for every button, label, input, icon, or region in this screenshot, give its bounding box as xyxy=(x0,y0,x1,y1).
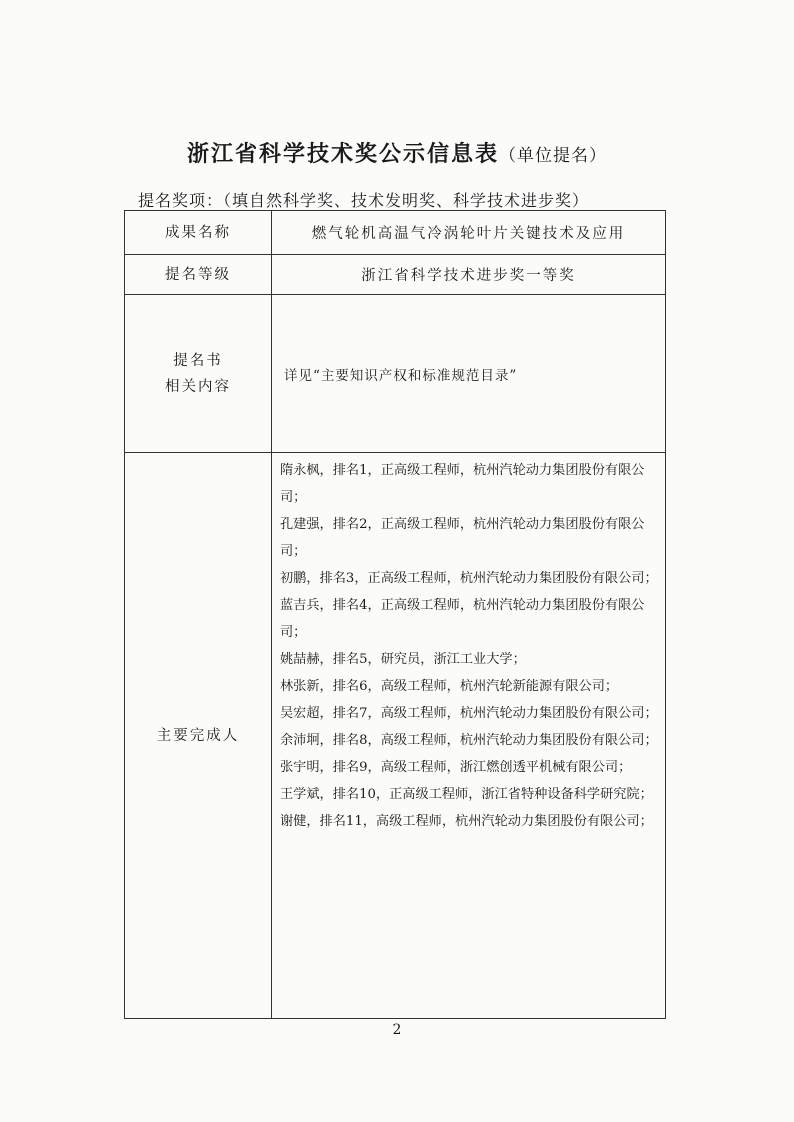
nomination-content-label xyxy=(125,295,272,453)
list-item: 谢健，排名11，高级工程师，杭州汽轮动力集团股份有限公司； xyxy=(280,814,653,829)
list-item: 姚喆赫，排名5，研究员，浙江工业大学； xyxy=(280,652,526,667)
list-item: 初鹏，排名3，正高级工程师，杭州汽轮动力集团股份有限公司； xyxy=(280,571,658,586)
list-item: 孔建强，排名2，正高级工程师，杭州汽轮动力集团股份有限公司； xyxy=(280,517,645,559)
achievement-name-value: 燃气轮机高温气冷涡轮叶片关键技术及应用 xyxy=(272,211,666,255)
table-row-achievement xyxy=(125,211,666,255)
list-item: 余沛坰，排名8，高级工程师，杭州汽轮动力集团股份有限公司； xyxy=(280,733,658,748)
nominate-type-line: 提名奖项：（填自然科学奖、技术发明奖、科学技术进步奖） xyxy=(138,191,590,210)
nomination-content-label-line1: 提名书 xyxy=(173,352,223,369)
list-item: 蓝吉兵，排名4，正高级工程师，杭州汽轮动力集团股份有限公司； xyxy=(280,598,645,640)
page-number: 2 xyxy=(392,1022,402,1038)
achievement-name-label: 成果名称 xyxy=(125,211,272,255)
table-row-level xyxy=(125,255,666,295)
main-contributors-list xyxy=(272,453,666,1019)
page-title xyxy=(0,137,794,168)
nomination-content-label-line2: 相关内容 xyxy=(165,378,231,395)
nomination-level-value: 浙江省科学技术进步奖一等奖 xyxy=(272,255,666,295)
table-row-content xyxy=(125,295,666,453)
list-item: 王学斌，排名10，正高级工程师，浙江省特种设备科学研究院； xyxy=(280,787,653,802)
table-row-persons xyxy=(125,453,666,1019)
nomination-level-label: 提名等级 xyxy=(125,255,272,295)
list-item: 隋永枫，排名1，正高级工程师，杭州汽轮动力集团股份有限公司； xyxy=(280,463,645,505)
main-contributors-label: 主要完成人 xyxy=(125,453,272,1019)
list-item: 张宇明，排名9，高级工程师，浙江燃创透平机械有限公司； xyxy=(280,760,632,775)
nomination-content-value: 详见“主要知识产权和标准规范目录” xyxy=(272,295,666,453)
title-text: 浙江省科学技术奖公示信息表 xyxy=(186,142,499,167)
list-item: 林张新，排名6，高级工程师，杭州汽轮新能源有限公司； xyxy=(280,679,619,694)
list-item: 吴宏超，排名7，高级工程师，杭州汽轮动力集团股份有限公司； xyxy=(280,706,658,721)
title-suffix: （单位提名） xyxy=(499,146,607,166)
info-table xyxy=(124,210,666,1019)
